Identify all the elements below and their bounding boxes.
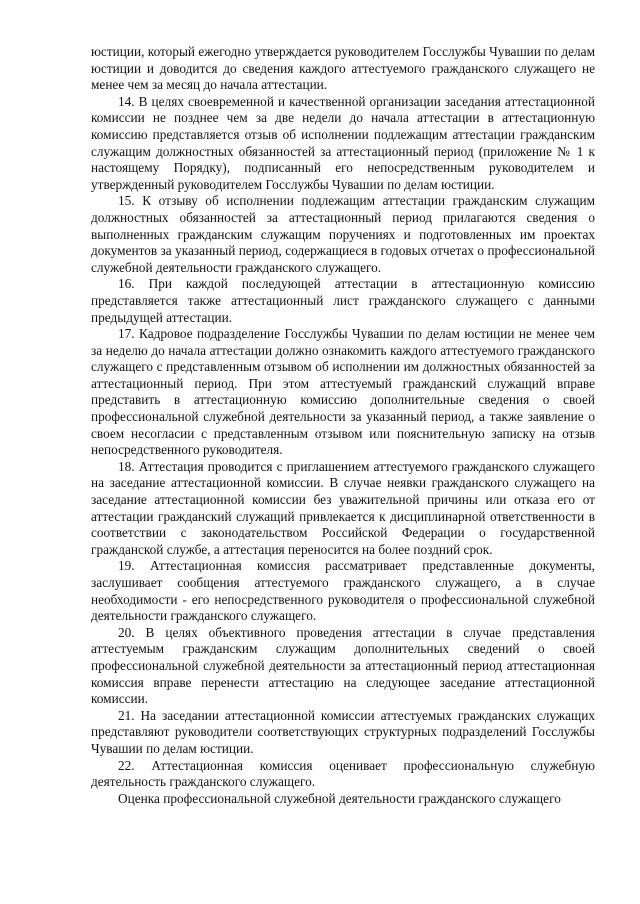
paragraph-18: 18. Аттестация проводится с приглашением аттестуемого гражданского служащего на заседание аттестационной комиссии. В случае неявки гражданского служащего на заседание аттестационной комиссии без уважительной причины или отказа его от аттестации гражданский служащий привлекается к дисциплинарной ответственности в соответствии с законодательством Российской Федерации о государственной гражданской службе, а аттестация переносится на более поздний срок. xyxy=(91,458,595,557)
paragraph-assessment-heading: Оценка профессиональной служебной деятельности гражданского служащего xyxy=(118,790,561,806)
paragraph-14: 14. В целях своевременной и качественной организации заседания аттестационной комиссии не позднее чем за две недели до начала аттестации в аттестационную комиссию представляется отзыв об исполнении подлежащим аттестации гражданским служащим должностных обязанностей за аттестационный период (приложение № 1 к настоящему Порядку), подписанный его непосредственным руководителем и утвержденный руководителем Госслужбы Чувашии по делам юстиции. xyxy=(91,93,595,192)
paragraph-17: 17. Кадровое подразделение Госслужбы Чувашии по делам юстиции не менее чем за неделю до начала аттестации должно ознакомить каждого аттестуемого гражданского служащего с представленным отзывом об исполнении им должностных обязанностей за аттестационный период. При этом аттестуемый гражданский служащий вправе представить в аттестационную комиссию дополнительные сведения о своей профессиональной служебной деятельности за указанный период, а также заявление о своем несогласии с представленным отзывом или пояснительную записку на отзыв непосредственного руководителя. xyxy=(91,326,595,458)
paragraph-20: 20. В целях объективного проведения аттестации в случае представления аттестуемым гражданским служащим дополнительных сведений о своей профессиональной служебной деятельности за аттестационный период аттестационная комиссия вправе перенести аттестацию на следующее заседание аттестационной комиссии. xyxy=(91,624,595,707)
document-page xyxy=(91,44,595,807)
paragraph-16: 16. При каждой последующей аттестации в аттестационную комиссию представляется также аттестационный лист гражданского служащего с данными предыдущей аттестации. xyxy=(91,276,595,325)
paragraph-continuation: юстиции, который ежегодно утверждается руководителем Госслужбы Чувашии по делам юстиции и доводится до сведения каждого аттестуемого гражданского служащего не менее чем за месяц до начала аттестации. xyxy=(91,44,595,93)
paragraph-15: 15. К отзыву об исполнении подлежащим аттестации гражданским служащим должностных обязанностей за аттестационный период прилагаются сведения о выполненных гражданским служащим поручениях и подготовленных им проектах документов за указанный период, содержащиеся в годовых отчетах о профессиональной служебной деятельности гражданского служащего. xyxy=(91,193,595,275)
paragraph-19: 19. Аттестационная комиссия рассматривает представленные документы, заслушивает сообщения аттестуемого гражданского служащего, а в случае необходимости - его непосредственного руководителя о профессиональной служебной деятельности гражданского служащего. xyxy=(91,558,595,624)
paragraph-21: 21. На заседании аттестационной комиссии аттестуемых гражданских служащих представляют руководители соответствующих структурных подразделений Госслужбы Чувашии по делам юстиции. xyxy=(91,707,595,756)
paragraph-22: 22. Аттестационная комиссия оценивает профессиональную служебную деятельность гражданского служащего. xyxy=(91,757,595,790)
